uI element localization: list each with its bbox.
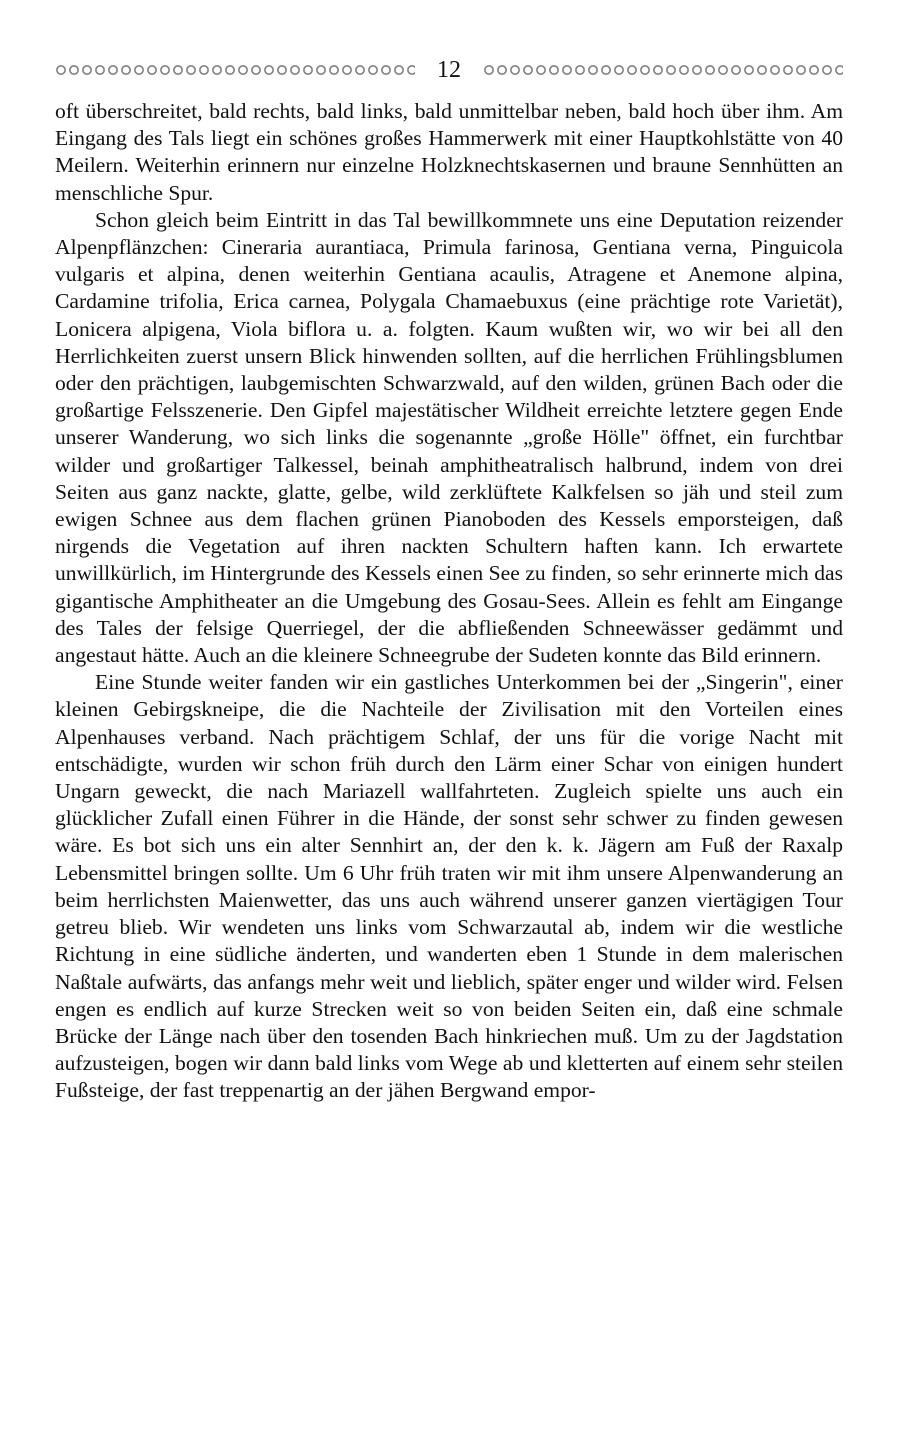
- paragraph-1: oft überschreitet, bald rechts, bald links, bald unmittelbar neben, bald hoch über ihm. Am Eingang des Tals liegt ein schönes großes Hammerwerk mit einer Hauptkohlstätte von 40 Meilern. Weiterhin erinnern nur einzelne Holzknechtskasernen und braune Sennhütten an menschliche Spur.: [55, 99, 843, 205]
- paragraph-2: Schon gleich beim Eintritt in das Tal bewillkommnete uns eine Deputation reizender Alpenpflänzchen: Cineraria aurantiaca, Primula farinosa, Gentiana verna, Pinguicola vulgaris et alpina, denen weiterhin Gentiana acaulis, Atragene et Anemone alpina, Cardamine trifolia, Erica carnea, Polygala Chamaebuxus (eine prächtige rote Varietät), Lonicera alpigena, Viola biflora u. a. folgten. Kaum wußten wir, wo wir bei all den Herrlichkeiten zuerst unsern Blick hinwenden sollten, auf die herrlichen Frühlingsblumen oder den prächtigen, laubgemischten Schwarzwald, auf den wilden, grünen Bach oder die großartige Felsszenerie. Den Gipfel majestätischer Wildheit erreichte letztere gegen Ende unserer Wanderung, wo sich links die sogenannte „große Hölle" öffnet, ein furchtbar wilder und großartiger Talkessel, beinah amphitheatralisch halbrund, indem von drei Seiten aus ganz nackte, glatte, gelbe, wild zerklüftete Kalkfelsen so jäh und steil zum ewigen Schnee aus dem flachen grünen Pianoboden des Kessels emporsteigen, daß nirgends die Vegetation auf ihren nackten Schultern haften kann. Ich erwartete unwillkürlich, im Hintergrunde des Kessels einen See zu finden, so sehr erinnerte mich das gigantische Amphitheater an die Umgebung des Gosau-Sees. Allein es fehlt am Eingange des Tales der felsige Querriegel, der die abfließenden Schneewässer gedämmt und angestaut hätte. Auch an die kleinere Schneegrube der Sudeten konnte das Bild erinnern.: [55, 207, 843, 668]
- header-ornament-left: [55, 63, 415, 77]
- header-ornament-right: [483, 63, 843, 77]
- body-text: [55, 98, 843, 1105]
- paragraph-3: Eine Stunde weiter fanden wir ein gastliches Unterkommen bei der „Singerin", einer kleinen Gebirgskneipe, die die Nachteile der Zivilisation mit den Vorteilen eines Alpenhauses verband. Nach prächtigem Schlaf, der uns für die vorige Nacht mit entschädigte, wurden wir schon früh durch den Lärm einer Schar von einigen hundert Ungarn geweckt, die nach Mariazell wallfahrteten. Zugleich spielte uns auch ein glücklicher Zufall einen Führer in die Hände, der sonst sehr schwer zu finden gewesen wäre. Es bot sich uns ein alter Sennhirt an, der den k. k. Jägern am Fuß der Raxalp Lebensmittel bringen sollte. Um 6 Uhr früh traten wir mit ihm unsere Alpenwanderung an beim herrlichsten Maienwetter, das uns auch während unserer ganzen viertägigen Tour getreu blieb. Wir wendeten uns links vom Schwarzautal ab, indem wir die westliche Richtung in eine südliche änderten, und wanderten eben 1 Stunde in dem malerischen Naßtale aufwärts, das anfangs mehr weit und lieblich, später enger und wilder wird. Felsen engen es endlich auf kurze Strecken weit so von beiden Seiten ein, daß eine schmale Brücke der Länge nach über den tosenden Bach hinkriechen muß. Um zu der Jagdstation aufzusteigen, bogen wir dann bald links vom Wege ab und kletterten auf einem sehr steilen Fußsteige, der fast treppenartig an der jähen Bergwand empor-: [55, 670, 843, 1103]
- page-number: 12: [437, 57, 461, 83]
- book-page: [55, 50, 843, 1105]
- page-header: [55, 50, 843, 90]
